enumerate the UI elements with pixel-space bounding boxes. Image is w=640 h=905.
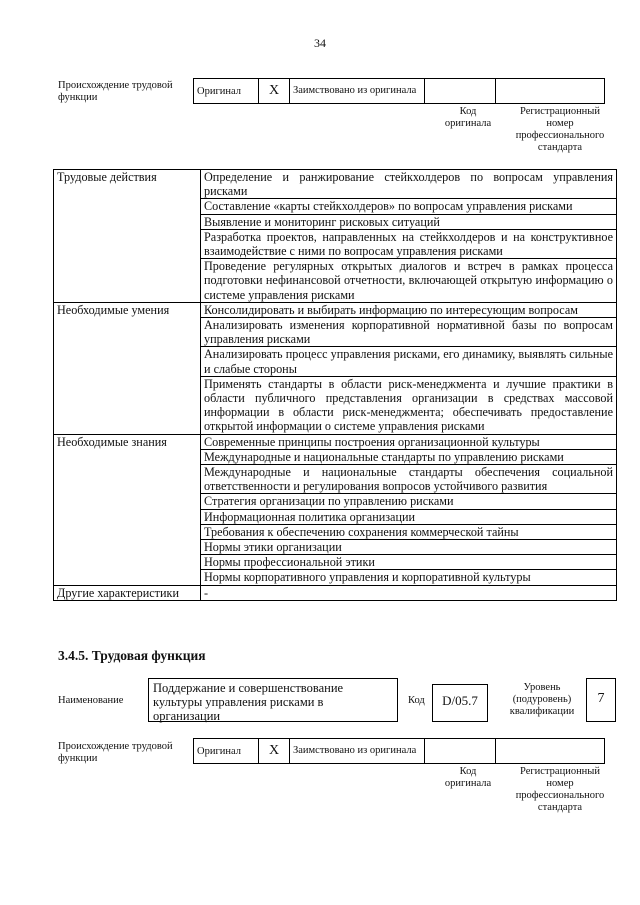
reg-number-cell [496, 79, 605, 104]
reg-number-label: Регистрационный номер профессионального стандарта [515, 766, 605, 813]
item-cell: Определение и ранжирование стейкхолдеров по вопросам управления рисками [201, 170, 617, 199]
code-original-label: Код оригинала [444, 766, 492, 789]
origin-label: Происхождение трудовой функции [58, 80, 173, 103]
code-label: Код [408, 695, 425, 706]
level-label: Уровень (подуровень) квалификации [509, 682, 575, 717]
function-details-table [53, 169, 617, 601]
item-cell: Консолидировать и выбирать информацию по интересующим вопросам [201, 302, 617, 317]
category-cell: Другие характеристики [54, 585, 201, 600]
item-cell: Анализировать изменения корпоративной нормативной базы по вопросам управления рисками [201, 318, 617, 347]
table-row [54, 585, 617, 600]
table-row [54, 434, 617, 449]
table-row [54, 170, 617, 199]
function-code-box: D/05.7 [432, 684, 488, 722]
item-cell: Стратегия организации по управлению рисками [201, 494, 617, 509]
name-label: Наименование [58, 695, 124, 706]
reg-number-label: Регистрационный номер профессионального стандарта [515, 106, 605, 153]
item-cell: Нормы корпоративного управления и корпоративной культуры [201, 570, 617, 585]
item-cell: Международные и национальные стандарты по управлению рисками [201, 449, 617, 464]
original-code-cell [425, 79, 496, 104]
section-heading: 3.4.5. Трудовая функция [58, 648, 206, 663]
item-cell: Нормы профессиональной этики [201, 555, 617, 570]
item-cell: Требования к обеспечению сохранения коммерческой тайны [201, 524, 617, 539]
borrowed-label: Заимствовано из оригинала [290, 739, 425, 764]
item-cell: Выявление и мониторинг рисковых ситуаций [201, 214, 617, 229]
item-cell: - [201, 585, 617, 600]
item-cell: Нормы этики организации [201, 540, 617, 555]
original-code-cell [425, 739, 496, 764]
original-mark: X [259, 739, 290, 764]
item-cell: Разработка проектов, направленных на стейкхолдеров и на конструктивное взаимодействие с ними по вопросам управления рисками [201, 229, 617, 258]
item-cell: Составление «карты стейкхолдеров» по вопросам управления рисками [201, 199, 617, 214]
item-cell: Анализировать процесс управления рисками, его динамику, выявлять сильные и слабые стороны [201, 347, 617, 376]
item-cell: Проведение регулярных открытых диалогов и встреч в рамках процесса подготовки нефинансовой отчетности, включающей открытую информацию о системе управления рисками [201, 259, 617, 303]
function-name-box: Поддержание и совершенствование культуры управления рисками в организации [148, 678, 398, 722]
category-cell: Необходимые знания [54, 434, 201, 585]
original-mark: X [259, 79, 290, 104]
origin-label: Происхождение трудовой функции [58, 741, 173, 764]
item-cell: Международные и национальные стандарты обеспечения социальной ответственности и регулирования вопросов устойчивого развития [201, 465, 617, 494]
category-cell: Трудовые действия [54, 170, 201, 303]
reg-number-cell [496, 739, 605, 764]
item-cell: Современные принципы построения организационной культуры [201, 434, 617, 449]
table-row [54, 302, 617, 317]
level-value-box: 7 [586, 678, 616, 722]
original-label: Оригинал [194, 739, 259, 764]
origin-table [193, 78, 605, 104]
borrowed-label: Заимствовано из оригинала [290, 79, 425, 104]
item-cell: Информационная политика организации [201, 509, 617, 524]
category-cell: Необходимые умения [54, 302, 201, 434]
origin-table [193, 738, 605, 764]
code-original-label: Код оригинала [444, 106, 492, 129]
page-number: 34 [314, 36, 326, 50]
item-cell: Применять стандарты в области риск-менеджмента и лучшие практики в области публичного представления организации в средствах массовой информации в области риск-менеджмента; обеспечивать предоставление открытой информации о системе управления рисками [201, 376, 617, 434]
original-label: Оригинал [194, 79, 259, 104]
